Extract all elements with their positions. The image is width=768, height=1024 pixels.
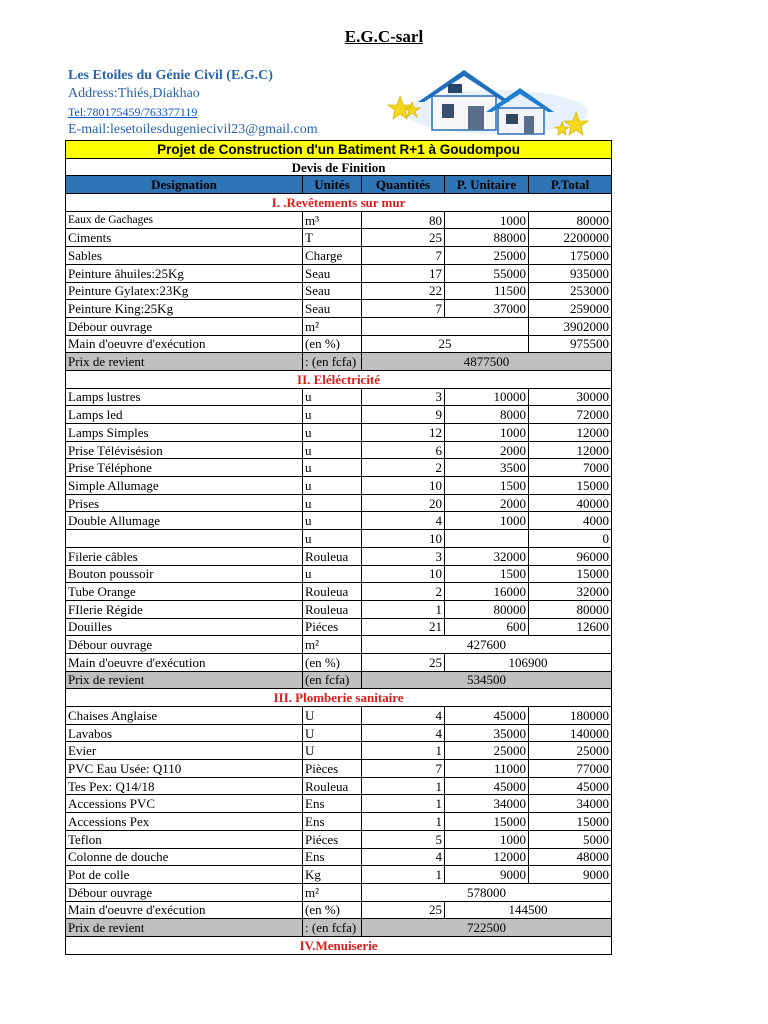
item-unit: u xyxy=(303,388,362,406)
item-quantity: 12 xyxy=(362,424,445,442)
section-title: III. Plomberie sanitaire xyxy=(66,689,612,707)
table-row xyxy=(66,441,612,459)
column-header-row xyxy=(66,176,612,194)
section-title: II. Eléléctricité xyxy=(66,370,612,388)
item-unit: U xyxy=(303,724,362,742)
labor-label: Main d'oeuvre d'exécution xyxy=(66,653,303,671)
item-total: 9000 xyxy=(529,866,612,884)
item-unit: Seau xyxy=(303,264,362,282)
item-total: 175000 xyxy=(529,247,612,265)
item-unit-price: 45000 xyxy=(445,707,529,725)
item-designation: Accessions Pex xyxy=(66,813,303,831)
table-row xyxy=(66,565,612,583)
item-unit: T xyxy=(303,229,362,247)
table-row xyxy=(66,229,612,247)
item-unit-price: 34000 xyxy=(445,795,529,813)
item-quantity: 4 xyxy=(362,707,445,725)
item-designation: Peinture Gylatex:23Kg xyxy=(66,282,303,300)
item-designation: Simple Allumage xyxy=(66,477,303,495)
item-unit: u xyxy=(303,494,362,512)
table-row xyxy=(66,512,612,530)
item-quantity: 7 xyxy=(362,247,445,265)
item-designation: Colonne de douche xyxy=(66,848,303,866)
item-total: 12600 xyxy=(529,618,612,636)
item-unit: Ens xyxy=(303,848,362,866)
quote-table xyxy=(65,140,612,955)
column-header-quantity: Quantités xyxy=(362,176,445,194)
item-quantity: 6 xyxy=(362,441,445,459)
item-unit-price: 11000 xyxy=(445,760,529,778)
item-unit: Rouleua xyxy=(303,600,362,618)
company-name: Les Etoiles du Génie Civil (E.G.C) xyxy=(68,68,273,83)
item-total: 30000 xyxy=(529,388,612,406)
debours-value: 427600 xyxy=(362,636,612,654)
column-header-designation: Designation xyxy=(66,176,303,194)
item-total: 935000 xyxy=(529,264,612,282)
table-row xyxy=(66,477,612,495)
table-row xyxy=(66,742,612,760)
item-quantity: 25 xyxy=(362,229,445,247)
cost-price-value: 4877500 xyxy=(362,353,612,371)
document-title: E.G.C-sarl xyxy=(344,27,424,46)
table-row xyxy=(66,848,612,866)
item-total: 140000 xyxy=(529,724,612,742)
labor-percent: 25 xyxy=(362,901,445,919)
table-row xyxy=(66,424,612,442)
houses-with-stars-logo-icon xyxy=(376,66,602,138)
item-total: 80000 xyxy=(529,211,612,229)
table-row xyxy=(66,247,612,265)
item-designation: Peinture King:25Kg xyxy=(66,300,303,318)
item-total: 96000 xyxy=(529,547,612,565)
item-unit-price: 37000 xyxy=(445,300,529,318)
table-row xyxy=(66,211,612,229)
labor-unit: (en %) xyxy=(303,335,362,353)
item-unit: u xyxy=(303,565,362,583)
cost-price-unit: : (en fcfa) xyxy=(303,919,362,937)
item-quantity: 5 xyxy=(362,830,445,848)
item-designation: Pot de colle xyxy=(66,866,303,884)
column-header-units: Unités xyxy=(303,176,362,194)
cost-price-label: Prix de revient xyxy=(66,353,303,371)
item-total: 4000 xyxy=(529,512,612,530)
item-designation: Tube Orange xyxy=(66,583,303,601)
item-quantity: 10 xyxy=(362,477,445,495)
table-row xyxy=(66,760,612,778)
item-quantity: 9 xyxy=(362,406,445,424)
item-quantity: 20 xyxy=(362,494,445,512)
company-info xyxy=(68,66,388,139)
item-designation: PVC Eau Usée: Q110 xyxy=(66,760,303,778)
company-phone-link[interactable]: Tel:780175459/763377119 xyxy=(68,105,198,119)
debours-row xyxy=(66,317,612,335)
debours-unit: m² xyxy=(303,636,362,654)
item-unit-price: 3500 xyxy=(445,459,529,477)
table-row xyxy=(66,282,612,300)
item-unit: Pièces xyxy=(303,760,362,778)
item-designation: Douilles xyxy=(66,618,303,636)
project-title-row xyxy=(66,141,612,159)
item-unit-price: 2000 xyxy=(445,441,529,459)
item-total: 7000 xyxy=(529,459,612,477)
table-row xyxy=(66,724,612,742)
labor-row xyxy=(66,653,612,671)
item-unit-price: 25000 xyxy=(445,247,529,265)
item-designation xyxy=(66,530,303,548)
debours-row xyxy=(66,883,612,901)
quote-subtitle: Devis de Finition xyxy=(66,158,612,176)
table-row xyxy=(66,618,612,636)
item-unit-price: 88000 xyxy=(445,229,529,247)
item-unit: Ens xyxy=(303,813,362,831)
item-designation: Peinture âhuiles:25Kg xyxy=(66,264,303,282)
item-unit: Rouleua xyxy=(303,583,362,601)
empty-cell xyxy=(362,317,529,335)
table-row xyxy=(66,813,612,831)
cost-price-label: Prix de revient xyxy=(66,919,303,937)
item-designation: Lamps led xyxy=(66,406,303,424)
cost-price-row xyxy=(66,919,612,937)
column-header-total: P.Total xyxy=(529,176,612,194)
item-designation: Bouton poussoir xyxy=(66,565,303,583)
item-unit: Seau xyxy=(303,282,362,300)
column-header-unit-price: P. Unitaire xyxy=(445,176,529,194)
table-row xyxy=(66,406,612,424)
item-unit-price: 45000 xyxy=(445,777,529,795)
item-unit: Charge xyxy=(303,247,362,265)
item-total: 259000 xyxy=(529,300,612,318)
company-email: E-mail:lesetoilesdugeniecivil23@gmail.com xyxy=(68,122,318,137)
item-total: 180000 xyxy=(529,707,612,725)
item-designation: Prise Télévisésion xyxy=(66,441,303,459)
item-unit-price: 1500 xyxy=(445,565,529,583)
labor-value: 975500 xyxy=(529,335,612,353)
item-unit: u xyxy=(303,406,362,424)
item-unit: u xyxy=(303,530,362,548)
item-total: 15000 xyxy=(529,565,612,583)
item-unit: u xyxy=(303,424,362,442)
section-title-row xyxy=(66,370,612,388)
item-total: 34000 xyxy=(529,795,612,813)
item-unit: u xyxy=(303,477,362,495)
item-quantity: 10 xyxy=(362,530,445,548)
item-quantity: 1 xyxy=(362,742,445,760)
item-designation: Eaux de Gachages xyxy=(66,211,303,229)
item-total: 0 xyxy=(529,530,612,548)
table-row xyxy=(66,530,612,548)
item-unit-price: 25000 xyxy=(445,742,529,760)
item-unit-price: 35000 xyxy=(445,724,529,742)
item-unit-price: 12000 xyxy=(445,848,529,866)
item-quantity: 1 xyxy=(362,813,445,831)
item-designation: Prise Téléphone xyxy=(66,459,303,477)
item-quantity: 1 xyxy=(362,795,445,813)
item-unit-price: 80000 xyxy=(445,600,529,618)
cost-price-row xyxy=(66,353,612,371)
item-quantity: 80 xyxy=(362,211,445,229)
item-total: 72000 xyxy=(529,406,612,424)
company-address: Address:Thiés,Diakhao xyxy=(68,86,200,101)
item-designation: FIlerie Régide xyxy=(66,600,303,618)
table-row xyxy=(66,795,612,813)
table-row xyxy=(66,866,612,884)
labor-row xyxy=(66,901,612,919)
section-title-row xyxy=(66,194,612,212)
table-row xyxy=(66,494,612,512)
item-quantity: 4 xyxy=(362,848,445,866)
item-unit: Rouleua xyxy=(303,777,362,795)
section-title-row xyxy=(66,689,612,707)
item-designation: Chaises Anglaise xyxy=(66,707,303,725)
item-quantity: 7 xyxy=(362,300,445,318)
item-total: 15000 xyxy=(529,813,612,831)
item-quantity: 10 xyxy=(362,565,445,583)
table-row xyxy=(66,547,612,565)
item-unit: Piéces xyxy=(303,618,362,636)
item-quantity: 17 xyxy=(362,264,445,282)
cost-price-value: 534500 xyxy=(362,671,612,689)
item-unit-price: 600 xyxy=(445,618,529,636)
item-unit: u xyxy=(303,512,362,530)
item-unit: m³ xyxy=(303,211,362,229)
cost-price-label: Prix de revient xyxy=(66,671,303,689)
item-unit-price: 8000 xyxy=(445,406,529,424)
item-designation: Filerie câbles xyxy=(66,547,303,565)
item-total: 45000 xyxy=(529,777,612,795)
item-quantity: 3 xyxy=(362,547,445,565)
cost-price-unit: (en fcfa) xyxy=(303,671,362,689)
table-row xyxy=(66,264,612,282)
item-unit: Rouleua xyxy=(303,547,362,565)
item-unit-price: 11500 xyxy=(445,282,529,300)
item-total: 12000 xyxy=(529,424,612,442)
item-total: 2200000 xyxy=(529,229,612,247)
item-unit-price: 55000 xyxy=(445,264,529,282)
item-unit: Piéces xyxy=(303,830,362,848)
debours-unit: m² xyxy=(303,883,362,901)
item-unit: u xyxy=(303,441,362,459)
item-designation: Prises xyxy=(66,494,303,512)
item-quantity: 1 xyxy=(362,600,445,618)
item-total: 32000 xyxy=(529,583,612,601)
debours-unit: m² xyxy=(303,317,362,335)
item-unit-price: 16000 xyxy=(445,583,529,601)
item-quantity: 7 xyxy=(362,760,445,778)
project-title: Projet de Construction d'un Batiment R+1 à Goudompou xyxy=(66,141,612,159)
section-title: I. .Revêtements sur mur xyxy=(66,194,612,212)
item-unit: U xyxy=(303,742,362,760)
item-designation: Double Allumage xyxy=(66,512,303,530)
item-designation: Ciments xyxy=(66,229,303,247)
labor-percent: 25 xyxy=(362,653,445,671)
item-designation: Accessions PVC xyxy=(66,795,303,813)
item-quantity: 4 xyxy=(362,512,445,530)
item-quantity: 2 xyxy=(362,459,445,477)
item-total: 5000 xyxy=(529,830,612,848)
quote-subtitle-row xyxy=(66,158,612,176)
labor-unit: (en %) xyxy=(303,653,362,671)
item-total: 15000 xyxy=(529,477,612,495)
table-row xyxy=(66,583,612,601)
item-unit: Seau xyxy=(303,300,362,318)
item-unit-price: 32000 xyxy=(445,547,529,565)
table-row xyxy=(66,830,612,848)
debours-label: Débour ouvrage xyxy=(66,883,303,901)
item-unit-price: 15000 xyxy=(445,813,529,831)
item-unit-price: 1500 xyxy=(445,477,529,495)
item-total: 77000 xyxy=(529,760,612,778)
labor-label: Main d'oeuvre d'exécution xyxy=(66,901,303,919)
item-designation: Teflon xyxy=(66,830,303,848)
item-designation: Lavabos xyxy=(66,724,303,742)
item-total: 48000 xyxy=(529,848,612,866)
item-unit-price: 2000 xyxy=(445,494,529,512)
item-quantity: 4 xyxy=(362,724,445,742)
item-quantity: 22 xyxy=(362,282,445,300)
table-row xyxy=(66,777,612,795)
cost-price-value: 722500 xyxy=(362,919,612,937)
debours-row xyxy=(66,636,612,654)
item-total: 80000 xyxy=(529,600,612,618)
section-title-row xyxy=(66,936,612,954)
table-row xyxy=(66,459,612,477)
debours-label: Débour ouvrage xyxy=(66,317,303,335)
item-quantity: 2 xyxy=(362,583,445,601)
item-unit: u xyxy=(303,459,362,477)
item-designation: Sables xyxy=(66,247,303,265)
item-total: 253000 xyxy=(529,282,612,300)
item-unit: Kg xyxy=(303,866,362,884)
cost-price-row xyxy=(66,671,612,689)
item-total: 25000 xyxy=(529,742,612,760)
item-unit: Ens xyxy=(303,795,362,813)
labor-row xyxy=(66,335,612,353)
table-row xyxy=(66,388,612,406)
item-unit-price xyxy=(445,530,529,548)
item-designation: Lamps Simples xyxy=(66,424,303,442)
labor-percent: 25 xyxy=(362,335,529,353)
item-unit-price: 1000 xyxy=(445,512,529,530)
labor-value: 106900 xyxy=(445,653,612,671)
item-total: 40000 xyxy=(529,494,612,512)
item-unit-price: 1000 xyxy=(445,830,529,848)
item-unit-price: 9000 xyxy=(445,866,529,884)
item-quantity: 21 xyxy=(362,618,445,636)
item-unit-price: 10000 xyxy=(445,388,529,406)
item-total: 12000 xyxy=(529,441,612,459)
table-row xyxy=(66,300,612,318)
labor-unit: (en %) xyxy=(303,901,362,919)
labor-value: 144500 xyxy=(445,901,612,919)
table-row xyxy=(66,707,612,725)
item-quantity: 3 xyxy=(362,388,445,406)
item-quantity: 1 xyxy=(362,777,445,795)
item-quantity: 1 xyxy=(362,866,445,884)
item-designation: Lamps lustres xyxy=(66,388,303,406)
debours-value: 578000 xyxy=(362,883,612,901)
table-row xyxy=(66,600,612,618)
section-title: IV.Menuiserie xyxy=(66,936,612,954)
item-unit-price: 1000 xyxy=(445,424,529,442)
item-unit: U xyxy=(303,707,362,725)
cost-price-unit: : (en fcfa) xyxy=(303,353,362,371)
debours-value: 3902000 xyxy=(529,317,612,335)
item-designation: Evier xyxy=(66,742,303,760)
item-unit-price: 1000 xyxy=(445,211,529,229)
item-designation: Tes Pex: Q14/18 xyxy=(66,777,303,795)
labor-label: Main d'oeuvre d'exécution xyxy=(66,335,303,353)
debours-label: Débour ouvrage xyxy=(66,636,303,654)
